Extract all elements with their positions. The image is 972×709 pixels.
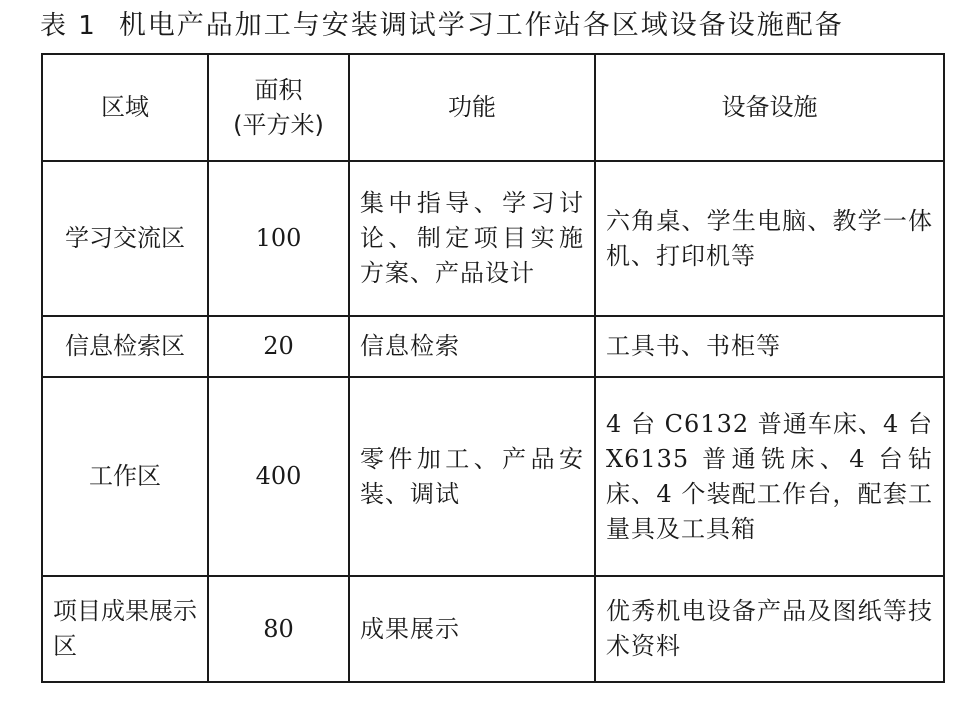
cell-equipment: 工具书、书柜等 — [595, 316, 944, 377]
cell-area: 80 — [208, 576, 349, 682]
table-row — [42, 161, 944, 316]
cell-area: 20 — [208, 316, 349, 377]
header-region: 区域 — [42, 54, 208, 161]
cell-equipment: 4 台 C6132 普通车床、4 台 X6135 普通铣床、4 台钻床、4 个装配工作台，配套工量具及工具箱 — [595, 377, 944, 576]
cell-function: 零件加工、产品安装、调试 — [349, 377, 595, 576]
cell-region: 工作区 — [42, 377, 208, 576]
cell-function: 集中指导、学习讨论、制定项目实施方案、产品设计 — [349, 161, 595, 316]
table-row — [42, 576, 944, 682]
table-row — [42, 316, 944, 377]
table-caption — [40, 6, 940, 46]
header-area-line2: (平方米) — [233, 110, 324, 139]
header-function: 功能 — [349, 54, 595, 161]
header-row — [42, 54, 944, 161]
table-title: 机电产品加工与安装调试学习工作站各区域设备设施配备 — [118, 10, 844, 41]
table-number: 表 1 — [40, 11, 97, 41]
cell-region: 项目成果展示区 — [42, 576, 208, 682]
cell-region: 学习交流区 — [42, 161, 208, 316]
equipment-table — [41, 53, 945, 683]
cell-region: 信息检索区 — [42, 316, 208, 377]
cell-function: 信息检索 — [349, 316, 595, 377]
cell-function: 成果展示 — [349, 576, 595, 682]
cell-area: 400 — [208, 377, 349, 576]
header-area — [208, 54, 349, 161]
header-equipment: 设备设施 — [595, 54, 944, 161]
table-row — [42, 377, 944, 576]
cell-area: 100 — [208, 161, 349, 316]
cell-equipment: 六角桌、学生电脑、教学一体机、打印机等 — [595, 161, 944, 316]
cell-equipment: 优秀机电设备产品及图纸等技术资料 — [595, 576, 944, 682]
header-area-line1: 面积 — [254, 75, 303, 104]
